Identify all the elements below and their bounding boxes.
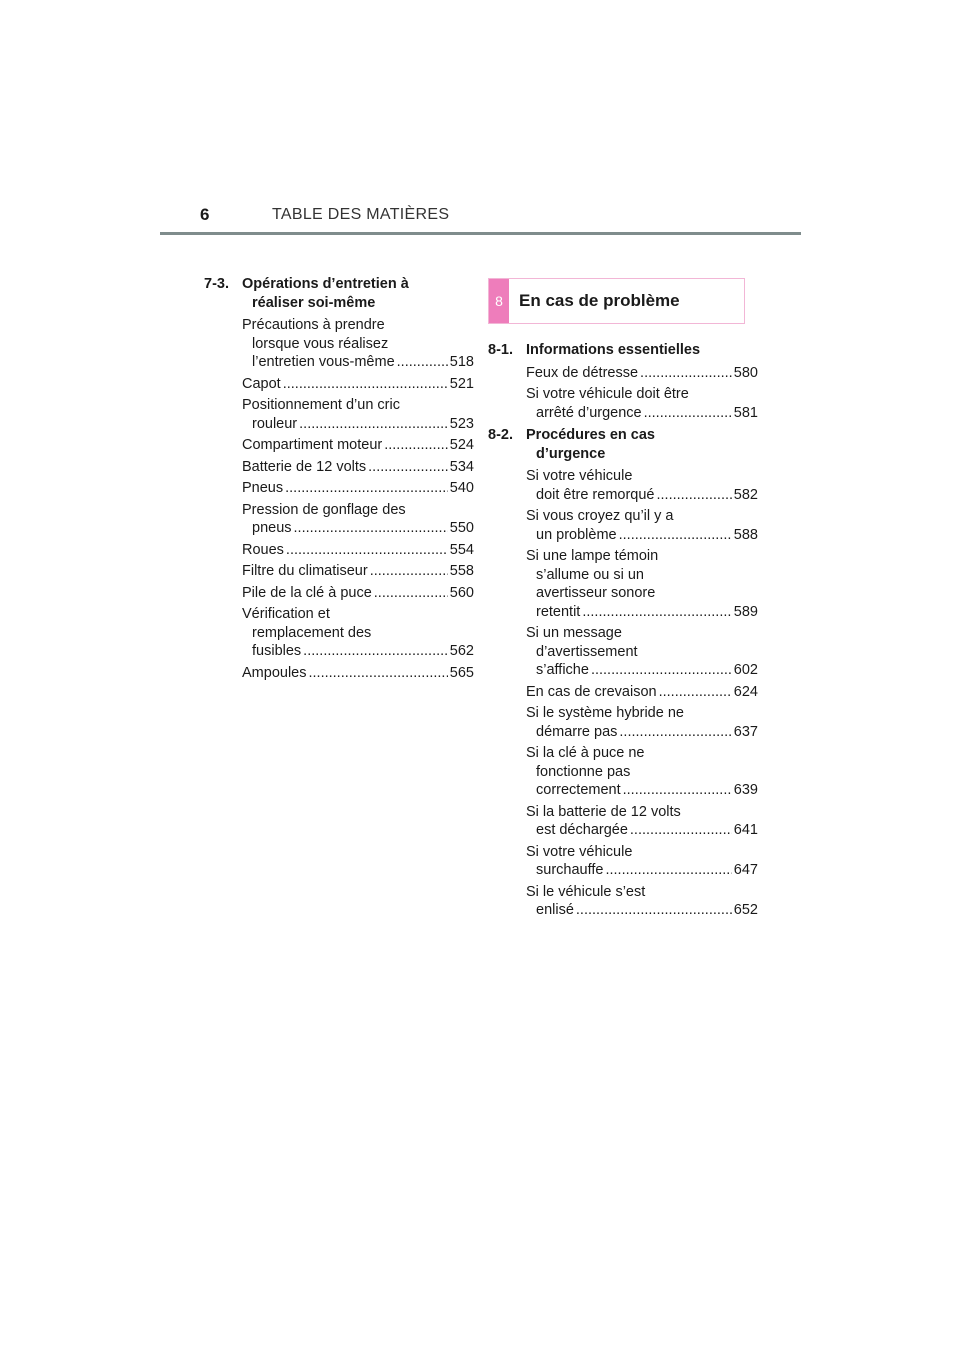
page-ref: 518 bbox=[449, 354, 474, 370]
toc-entry-line: Si le véhicule s’est bbox=[526, 883, 646, 900]
dot-leader bbox=[659, 683, 732, 702]
toc-entry-text: Roues bbox=[242, 541, 284, 558]
toc-entry-text: surchauffe bbox=[536, 862, 604, 878]
toc-entry-last-line bbox=[526, 821, 758, 840]
toc-entry-text: rouleur bbox=[252, 415, 298, 432]
toc-entry[interactable] bbox=[526, 385, 758, 422]
header-rule bbox=[160, 232, 801, 235]
toc-entry-text: Filtre du climatiseur bbox=[242, 563, 368, 579]
toc-entry-line: fonctionne pas bbox=[536, 763, 631, 780]
toc-entry[interactable] bbox=[526, 744, 758, 800]
section-title-line1: Opérations d’entretien à bbox=[242, 276, 409, 292]
section-title-line1: Procédures en cas bbox=[526, 427, 655, 443]
toc-entry[interactable] bbox=[242, 375, 474, 394]
toc-entry[interactable] bbox=[242, 501, 474, 538]
toc-entry-line: Si la batterie de 12 volts bbox=[526, 803, 681, 820]
page-ref: 565 bbox=[449, 664, 474, 681]
toc-entry-line: lorsque vous réalisez bbox=[252, 335, 389, 352]
chapter-header bbox=[488, 278, 745, 324]
toc-entry[interactable] bbox=[526, 547, 758, 621]
toc-entry-text: Capot bbox=[242, 375, 281, 392]
toc-entry-last-line bbox=[242, 375, 474, 394]
toc-entry[interactable] bbox=[526, 467, 758, 504]
toc-entry[interactable] bbox=[242, 664, 474, 683]
chapter-title: En cas de problème bbox=[519, 291, 680, 310]
toc-entry[interactable] bbox=[526, 704, 758, 741]
toc-entry-line: Si vous croyez qu’il y a bbox=[526, 508, 674, 524]
toc-entry-line: Si une lampe témoin bbox=[526, 548, 659, 564]
toc-entry-last-line bbox=[526, 901, 758, 920]
toc-entry-last-line bbox=[242, 353, 474, 372]
dot-leader bbox=[374, 584, 448, 603]
page-ref: 554 bbox=[449, 541, 474, 558]
toc-entry[interactable] bbox=[242, 458, 474, 477]
toc-entry[interactable] bbox=[242, 584, 474, 603]
toc-entry-text: s’affiche bbox=[536, 662, 589, 678]
page-ref: 550 bbox=[449, 520, 474, 536]
dot-leader bbox=[397, 353, 448, 372]
page-ref: 589 bbox=[733, 603, 758, 620]
page-ref: 558 bbox=[449, 563, 474, 579]
toc-entry-text: Batterie de 12 volts bbox=[242, 458, 367, 475]
toc-entry-last-line bbox=[526, 603, 758, 622]
toc-entry[interactable] bbox=[242, 436, 474, 455]
toc-entry-line: remplacement des bbox=[252, 624, 372, 641]
page-ref: 560 bbox=[449, 584, 474, 601]
toc-entry-text: correctement bbox=[536, 782, 621, 798]
toc-entry-text: retentit bbox=[536, 603, 581, 620]
toc-entry-text: Ampoules bbox=[242, 664, 307, 681]
page-ref: 602 bbox=[733, 662, 758, 678]
toc-entry-last-line bbox=[242, 415, 474, 434]
page-ref: 652 bbox=[733, 902, 758, 918]
toc-entry[interactable] bbox=[242, 396, 474, 433]
page-header bbox=[0, 0, 960, 240]
dot-leader bbox=[286, 541, 448, 560]
page-ref: 641 bbox=[733, 822, 758, 838]
section-number: 8-2. bbox=[488, 427, 513, 443]
chapter-number-tab: 8 bbox=[489, 279, 509, 323]
toc-entry-line: avertisseur sonore bbox=[536, 585, 656, 601]
dot-leader bbox=[640, 364, 732, 383]
dot-leader bbox=[384, 436, 448, 455]
section-title-line1: Informations essentielles bbox=[526, 342, 701, 358]
toc-entry[interactable] bbox=[242, 562, 474, 581]
toc-entry-line: Précautions à prendre bbox=[242, 317, 385, 333]
toc-entry[interactable] bbox=[526, 364, 758, 383]
toc-column-left bbox=[204, 275, 474, 685]
toc-entry[interactable] bbox=[526, 843, 758, 880]
page-ref: 582 bbox=[733, 486, 758, 503]
toc-entry[interactable] bbox=[242, 316, 474, 372]
toc-entry-last-line bbox=[526, 404, 758, 423]
toc-entry-text: un problème bbox=[536, 526, 617, 543]
toc-entry-line: Positionnement d’un cric bbox=[242, 397, 400, 413]
page-ref: 521 bbox=[449, 375, 474, 392]
toc-entry-last-line bbox=[526, 486, 758, 505]
dot-leader bbox=[644, 404, 732, 423]
toc-entry-text: doit être remorqué bbox=[536, 486, 655, 503]
toc-column-right bbox=[488, 341, 758, 923]
dot-leader bbox=[623, 781, 732, 800]
toc-entry-text: pneus bbox=[252, 520, 292, 536]
section-number: 8-1. bbox=[488, 342, 513, 358]
toc-entry-line: Pression de gonflage des bbox=[242, 501, 406, 518]
dot-leader bbox=[299, 415, 448, 434]
page-ref: 588 bbox=[733, 526, 758, 543]
page-ref: 524 bbox=[449, 437, 474, 453]
toc-entry-last-line bbox=[526, 861, 758, 880]
dot-leader bbox=[294, 519, 448, 538]
toc-entry[interactable] bbox=[526, 507, 758, 544]
toc-entry-last-line bbox=[242, 519, 474, 538]
page-ref: 647 bbox=[733, 862, 758, 878]
page-ref: 580 bbox=[733, 364, 758, 381]
toc-entry-line: Si votre véhicule bbox=[526, 468, 633, 484]
dot-leader bbox=[619, 526, 732, 545]
toc-entry-last-line bbox=[242, 541, 474, 560]
toc-entry-last-line bbox=[242, 584, 474, 603]
dot-leader bbox=[576, 901, 732, 920]
toc-entry-last-line bbox=[526, 781, 758, 800]
section-heading bbox=[204, 275, 474, 312]
section-title-line2: d’urgence bbox=[536, 445, 606, 462]
dot-leader bbox=[303, 642, 448, 661]
toc-entry[interactable] bbox=[242, 479, 474, 498]
toc-entry-last-line bbox=[242, 562, 474, 581]
page-ref: 534 bbox=[449, 458, 474, 475]
toc-entry[interactable] bbox=[526, 683, 758, 702]
dot-leader bbox=[368, 458, 448, 477]
dot-leader bbox=[370, 562, 448, 581]
toc-entry[interactable] bbox=[526, 803, 758, 840]
toc-entry[interactable] bbox=[526, 624, 758, 680]
toc-entry-text: démarre pas bbox=[536, 723, 618, 740]
toc-entry-text: En cas de crevaison bbox=[526, 683, 657, 700]
toc-entry-line: Si votre véhicule bbox=[526, 843, 633, 860]
dot-leader bbox=[285, 479, 448, 498]
page-number: 6 bbox=[200, 205, 210, 224]
dot-leader bbox=[591, 661, 732, 680]
toc-entry-last-line bbox=[242, 436, 474, 455]
toc-entry-line: Si le système hybride ne bbox=[526, 705, 684, 721]
toc-entry-text: Pneus bbox=[242, 480, 284, 496]
toc-entry-text: fusibles bbox=[252, 643, 302, 659]
dot-leader bbox=[656, 486, 731, 505]
page-ref: 639 bbox=[733, 782, 758, 798]
toc-entry-text: est déchargée bbox=[536, 822, 628, 838]
toc-entry-last-line bbox=[242, 458, 474, 477]
section-title-line2: réaliser soi-même bbox=[252, 294, 376, 311]
toc-entry-last-line bbox=[526, 683, 758, 702]
header-title: TABLE DES MATIÈRES bbox=[272, 206, 450, 223]
page-ref: 523 bbox=[449, 415, 474, 432]
toc-entry-text: arrêté d’urgence bbox=[536, 404, 642, 421]
toc-entry-text: l’entretien vous-même bbox=[252, 354, 395, 370]
toc-entry[interactable] bbox=[526, 883, 758, 920]
toc-entry-last-line bbox=[242, 479, 474, 498]
toc-entry-last-line bbox=[526, 723, 758, 742]
toc-entry-text: Pile de la clé à puce bbox=[242, 584, 372, 601]
dot-leader bbox=[619, 723, 731, 742]
toc-entry-line: Si votre véhicule doit être bbox=[526, 386, 689, 402]
page-ref: 581 bbox=[733, 404, 758, 421]
dot-leader bbox=[605, 861, 731, 880]
toc-entry-line: Si la clé à puce ne bbox=[526, 745, 645, 761]
page-ref: 624 bbox=[733, 683, 758, 700]
toc-entry-last-line bbox=[526, 364, 758, 383]
toc-entry-text: enlisé bbox=[536, 902, 574, 918]
page-ref: 562 bbox=[449, 643, 474, 659]
dot-leader bbox=[308, 664, 447, 683]
toc-entry[interactable] bbox=[242, 605, 474, 661]
dot-leader bbox=[582, 603, 731, 622]
toc-entry[interactable] bbox=[242, 541, 474, 560]
toc-entry-last-line bbox=[242, 664, 474, 683]
toc-entry-line: s’allume ou si un bbox=[536, 566, 644, 583]
toc-entry-last-line bbox=[526, 526, 758, 545]
toc-entry-last-line bbox=[526, 661, 758, 680]
toc-entry-line: Vérification et bbox=[242, 606, 330, 622]
section-number: 7-3. bbox=[204, 276, 229, 292]
section-heading bbox=[488, 426, 758, 463]
toc-entry-line: d’avertissement bbox=[536, 643, 638, 660]
toc-entry-text: Feux de détresse bbox=[526, 364, 639, 381]
toc-entry-text: Compartiment moteur bbox=[242, 437, 383, 453]
page-ref: 637 bbox=[733, 723, 758, 740]
page-ref: 540 bbox=[449, 480, 474, 496]
dot-leader bbox=[283, 375, 448, 394]
section-heading bbox=[488, 341, 758, 360]
dot-leader bbox=[630, 821, 732, 840]
toc-entry-line: Si un message bbox=[526, 625, 622, 641]
toc-entry-last-line bbox=[242, 642, 474, 661]
